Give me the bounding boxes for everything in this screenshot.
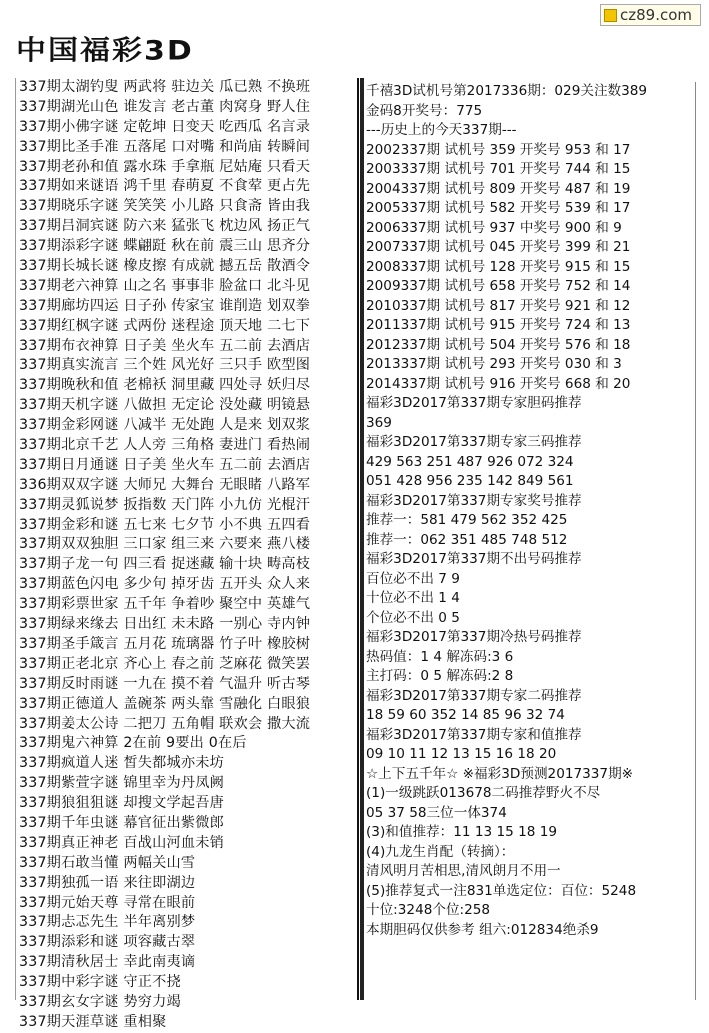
riddle-line: 337期石敢当懂 两幅关山雪 [19,854,196,871]
riddle-line: 337期天涯草谜 重相聚 [19,1013,167,1030]
riddle-list-column [15,78,359,1030]
riddle-line: 337期比圣手准 五落尾 口对嘴 和尚庙 转瞬间 [19,138,311,155]
prediction-line: 千禧3D试机号第2017336期：029关注数389 [366,83,648,99]
riddle-line: 337期真正神老 百战山河血未销 [19,834,225,851]
riddle-line: 337期布衣神算 日子美 坐火车 五二前 去酒店 [19,337,311,354]
prediction-line: 福彩3D2017第337期专家二码推荐 [366,687,582,704]
riddle-line: 337期如来谜语 鸿千里 春萌夏 不食荤 更占先 [19,178,311,195]
prediction-line: 2005337期 试机号 582 开奖号 539 和 17 [366,200,631,216]
riddle-line: 337期太湖钓叟 两武将 驻边关 瓜已熟 不换班 [19,79,311,95]
prediction-line: 2012337期 试机号 504 开奖号 576 和 18 [366,336,631,353]
riddle-line: 337期添彩和谜 项容藏古翠 [19,934,196,951]
riddle-line: 337期忐忑先生 半年离别梦 [19,914,196,931]
riddle-line: 337期蓝色闪电 多少句 掉牙齿 五开头 众人来 [19,576,311,593]
prediction-line: (1)一级跳跃013678二码推荐野火不尽 [366,785,601,801]
prediction-line: 福彩3D2017第337期不出号码推荐 [366,551,582,567]
riddle-line: 337期小佛字谜 定乾坤 日变天 吃西瓜 名言录 [19,118,311,135]
prediction-line: 2011337期 试机号 915 开奖号 724 和 13 [366,317,631,333]
prediction-line: 2004337期 试机号 809 开奖号 487 和 19 [366,180,631,197]
prediction-line: 十位必不出 1 4 [366,590,460,606]
riddle-line: 337期姜太公诗 二把刀 五角帽 联欢会 撒大流 [19,715,311,732]
riddle-line: 337期湖光山色 谁发言 老古董 肉窝身 野人住 [19,98,311,115]
riddle-line: 337期紫萱字谜 锦里幸为丹凤阙 [19,775,225,792]
riddle-line: 337期金彩网谜 八减半 无处跑 人是来 划双浆 [19,417,311,434]
riddle-line: 337期正老北京 齐心上 春之前 芝麻花 微笑罢 [19,655,311,672]
riddle-line: 337期吕洞宾谜 防六来 猛张飞 枕边风 扬正气 [19,218,311,235]
riddle-line: 337期晚秋和值 老棉袄 洞里藏 四处寻 妖归尽 [19,377,311,394]
riddle-line: 337期老六神算 山之名 事事非 脸盆口 北斗见 [19,277,311,294]
prediction-line: 18 59 60 352 14 85 96 32 74 [366,707,565,723]
prediction-line: 个位必不出 0 5 [366,609,460,626]
prediction-line: 清风明月苦相思,清风朗月不用一 [366,863,561,879]
prediction-line: 051 428 956 235 142 849 561 [366,473,574,489]
riddle-line: 337期疯道人迷 皙失都城亦未坊 [19,755,225,772]
prediction-line: ☆上下五千年☆ ※福彩3D预测2017337期※ [366,765,634,782]
riddle-line: 337期添彩字谜 蝶翩跹 秋在前 震三山 思齐分 [19,238,311,255]
prediction-column [366,82,696,1000]
riddle-line: 337期狼狙狙谜 却搜文学起吾唐 [19,795,225,812]
prediction-line: (4)九龙生肖配（转摘）： [366,843,515,860]
column-divider [360,78,364,1000]
page-title-logo: 中国福彩3D [16,35,194,67]
riddle-line: 337期千年虫谜 幕官征出紫微郎 [19,814,225,831]
prediction-line: 主打码：0 5 解冻码:2 8 [366,668,514,684]
prediction-line: 2006337期 试机号 937 中奖号 900 和 9 [366,219,622,236]
riddle-line: 337期绿来缘去 日出红 未未路 一别心 寺内钟 [19,616,311,633]
riddle-line: 337期圣手箴言 五月花 琉璃器 竹子叶 橡胶树 [19,635,311,652]
riddle-line: 336期双双字谜 大师兄 大舞台 无眼睹 八路军 [19,476,311,493]
riddle-line: 337期真实流言 三个姓 风光好 三只手 欧型图 [19,357,311,374]
riddle-line: 337期廊坊四运 日子孙 传家宝 谁削造 划双拳 [19,297,311,314]
riddle-line: 337期清秋居士 幸此南夷谪 [19,954,196,971]
riddle-line: 337期彩票世家 五千年 争着吵 聚空中 英雄气 [19,596,311,613]
prediction-line: 09 10 11 12 13 15 16 18 20 [366,746,557,762]
prediction-line: 429 563 251 487 926 072 324 [366,453,574,470]
riddle-line: 337期北京千艺 人人旁 三角格 妻进门 看热闹 [19,437,311,454]
prediction-line: (3)和值推荐：11 13 15 18 19 [366,824,557,840]
prediction-line: ---历史上的今天337期--- [366,122,517,138]
prediction-line: 369 [366,414,392,431]
prediction-line: 05 37 58三位一体374 [366,804,507,821]
riddle-line: 337期老孙和值 露水珠 手拿瓶 尼姑庵 只看天 [19,158,311,175]
riddle-line: 337期子龙一句 四三看 捉迷藏 输十块 畴高枝 [19,556,311,573]
prediction-line: 十位:3248个位:258 [366,902,491,918]
prediction-line: 福彩3D2017第337期冷热号码推荐 [366,629,582,645]
prediction-line: 2009337期 试机号 658 开奖号 752 和 14 [366,278,631,294]
riddle-line: 337期正德道人 盖碗茶 两头靠 雪融化 白眼狼 [19,695,311,712]
riddle-line: 337期独孤一语 来往即湖边 [19,874,196,891]
site-logo-icon [604,9,617,22]
prediction-line: 推荐一：062 351 485 748 512 [366,531,568,548]
prediction-line: 本期胆码仅供参考 组六:012834绝杀9 [366,921,599,938]
prediction-line: (5)推荐复式一注831单选定位：百位：5248 [366,882,637,899]
prediction-line: 热码值：1 4 解冻码:3 6 [366,648,514,665]
riddle-line: 337期长城长谜 橡皮擦 有成就 撼五岳 散酒令 [19,258,311,275]
riddle-line: 337期天机字谜 八做担 无定论 没处藏 明镜悬 [19,397,311,414]
prediction-line: 福彩3D2017第337期专家胆码推荐 [366,395,582,411]
prediction-line: 2013337期 试机号 293 开奖号 030 和 3 [366,356,622,372]
riddle-line: 337期灵狐说梦 扳指数 天门阵 小九仿 光棍汗 [19,496,311,513]
prediction-line: 百位必不出 7 9 [366,570,460,587]
prediction-line: 金码8开奖号：775 [366,102,483,119]
prediction-line: 2010337期 试机号 817 开奖号 921 和 12 [366,297,631,314]
riddle-line: 337期金彩和谜 五七来 七夕节 小不典 五四看 [19,516,311,533]
riddle-line: 337期日月通谜 日子美 坐火车 五二前 去酒店 [19,456,311,473]
prediction-line: 2003337期 试机号 701 开奖号 744 和 15 [366,161,631,177]
riddle-line: 337期红枫字谜 式两份 迷程途 顶天地 二七下 [19,317,311,334]
riddle-line: 337期晓乐字谜 笑笑笑 小儿路 只食斋 皆由我 [19,198,311,215]
prediction-line: 2014337期 试机号 916 开奖号 668 和 20 [366,375,631,392]
prediction-line: 福彩3D2017第337期专家三码推荐 [366,434,582,450]
riddle-line: 337期反时雨谜 一九在 摸不着 气温升 听古琴 [19,675,311,692]
prediction-line: 推荐一：581 479 562 352 425 [366,512,568,528]
riddle-line: 337期元始天尊 寻常在眼前 [19,894,196,911]
site-badge[interactable] [600,4,701,26]
riddle-line: 337期双双独胆 三口家 组三来 六要来 燕八楼 [19,536,311,553]
prediction-line: 2002337期 试机号 359 开奖号 953 和 17 [366,141,631,158]
prediction-line: 福彩3D2017第337期专家奖号推荐 [366,492,582,509]
prediction-line: 福彩3D2017第337期专家和值推荐 [366,726,582,743]
prediction-line: 2008337期 试机号 128 开奖号 915 和 15 [366,258,631,275]
riddle-line: 337期鬼六神算 2在前 9要出 0在后 [19,735,247,752]
riddle-line: 337期玄女字谜 势穷力竭 [19,993,181,1010]
riddle-line: 337期中彩字谜 守正不挠 [19,974,181,991]
prediction-line: 2007337期 试机号 045 开奖号 399 和 21 [366,239,631,255]
site-badge-text: cz89.com [620,6,693,24]
